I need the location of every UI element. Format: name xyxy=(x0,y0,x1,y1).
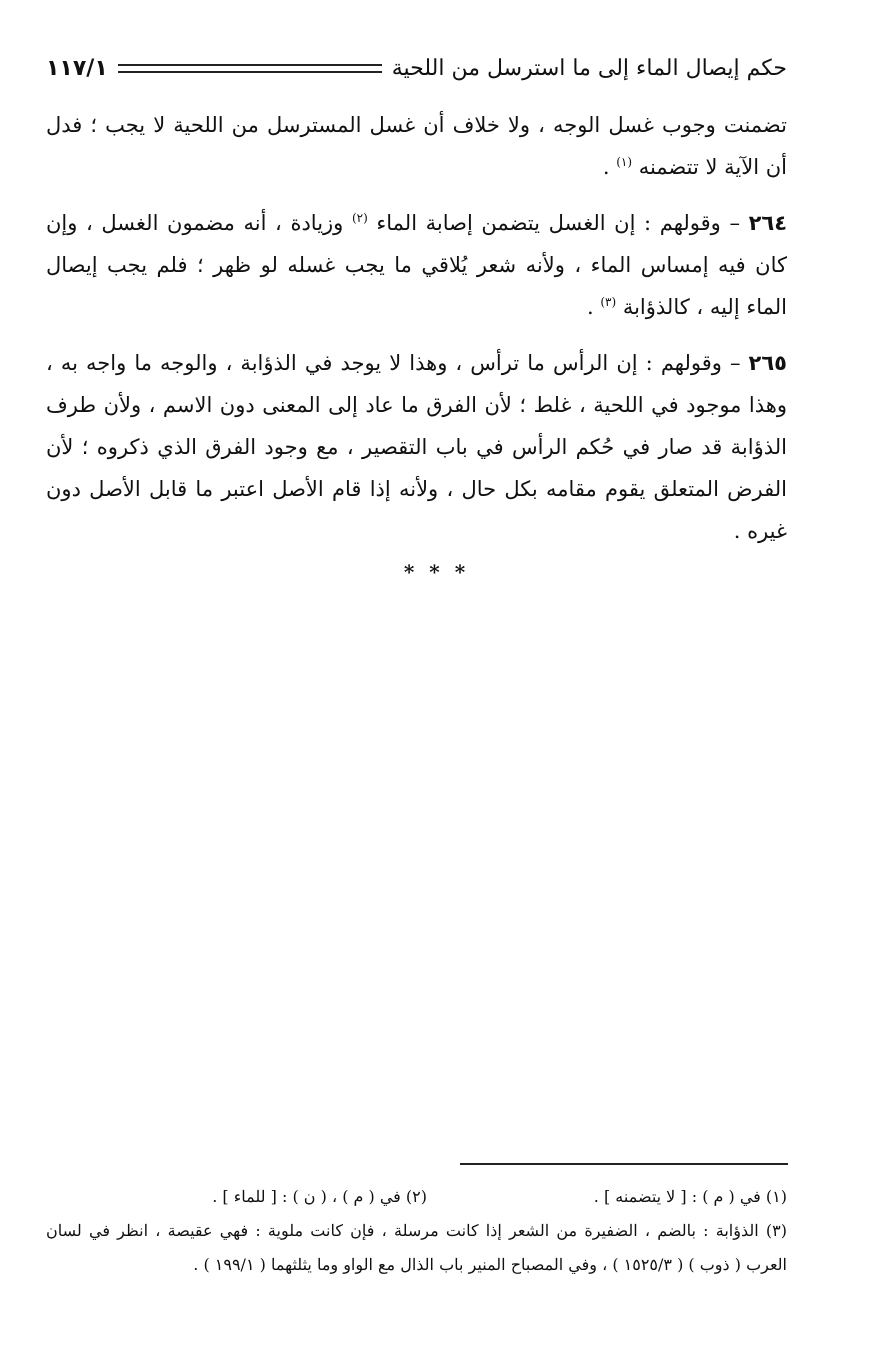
footnote-row xyxy=(46,1180,787,1214)
main-text xyxy=(46,104,787,566)
footnote-1: (١) في ( م ) : [ لا يتضمنه ] . xyxy=(593,1187,787,1206)
header-double-rule xyxy=(118,64,382,73)
footnote-divider xyxy=(460,1163,788,1165)
paragraph-265 xyxy=(46,342,787,552)
footnote-ref-2[interactable]: (٢) xyxy=(351,211,368,225)
paragraph-text: . xyxy=(586,295,601,319)
paragraph-continuation xyxy=(46,104,787,188)
footnote-2: (٢) في ( م ) ، ( ن ) : [ للماء ] . xyxy=(212,1187,427,1206)
footnote-ref-1[interactable]: (١) xyxy=(616,155,633,169)
paragraph-number: ٢٦٤ xyxy=(748,211,788,235)
footnote-ref-3[interactable]: (٣) xyxy=(600,295,617,309)
section-separator: * * * xyxy=(403,560,470,584)
footnotes xyxy=(46,1180,787,1282)
running-header xyxy=(46,48,787,88)
running-header-title: حكم إيصال الماء إلى ما استرسل من اللحية xyxy=(391,55,787,81)
paragraph-text: وزيادة ، أنه مضمون الغسل ، وإن كان فيه إمساس الماء ، ولأنه شعر يُلاقي ما يجب غسله لو ظهر ؛ فلم يجب إيصال الماء إليه ، كالذؤابة xyxy=(46,211,787,319)
paragraph-text: تضمنت وجوب غسل الوجه ، ولا خلاف أن غسل المسترسل من اللحية لا يجب ؛ فدل أن الآية لا تتضمنه xyxy=(46,113,787,179)
paragraph-text: – وقولهم : إن الغسل يتضمن إصابة الماء xyxy=(367,211,749,235)
footnote-3: (٣) الذؤابة : بالضم ، الضفيرة من الشعر إذا كانت مرسلة ، فإن كانت ملوية : فهي عقيصة ، انظر في لسان العرب ( ذوب ) ( ١٥٢٥/٣ ) ، وفي المصباح المنير باب الذال مع الواو وما يثلثهما ( ١٩٩/١ ) . xyxy=(46,1221,787,1274)
paragraph-text: – وقولهم : إن الرأس ما ترأس ، وهذا لا يوجد في الذؤابة ، والوجه ما واجه به ، وهذا موجود في اللحية ، غلط ؛ لأن الفرق ما عاد إلى المعنى دون الاسم ، ولأن طرف الذؤابة قد صار في حُكم الرأس في باب التقصير ، مع وجود الفرق الذي ذكروه ؛ لأن الفرض المتعلق يقوم مقامه بكل حال ، ولأنه إذا قام الأصل اعتبر ما قابل الأصل دون غيره . xyxy=(46,351,787,543)
paragraph-264 xyxy=(46,202,787,328)
paragraph-number: ٢٦٥ xyxy=(748,351,787,375)
page-number: ١١٧/١ xyxy=(46,55,108,81)
paragraph-text: . xyxy=(602,155,617,179)
